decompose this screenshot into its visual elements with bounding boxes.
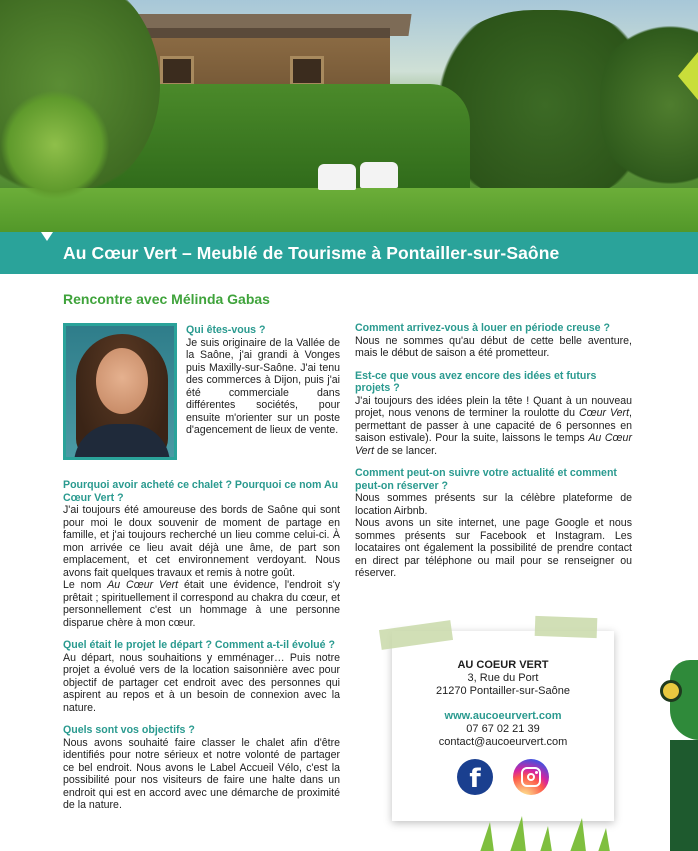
website-link[interactable]: www.aucoeurvert.com <box>444 710 562 722</box>
page-title: Au Cœur Vert – Meublé de Tourisme à Pontailler-sur-Saône <box>63 242 560 263</box>
mascot-illustration <box>656 650 698 851</box>
decorative-leaf <box>678 52 698 100</box>
social-icons <box>392 759 614 795</box>
qa-block <box>63 639 340 714</box>
question: Est-ce que vous avez encore des idées et futurs projets ? <box>355 369 597 394</box>
contact-city: 21270 Pontailler-sur-Saône <box>436 685 570 697</box>
intro-block <box>186 324 340 437</box>
mascot-body <box>670 740 698 851</box>
question: Pourquoi avoir acheté ce chalet ? Pourquoi ce nom Au Cœur Vert ? <box>63 479 339 504</box>
chalet-window <box>160 56 194 86</box>
qa-block <box>355 322 632 360</box>
portrait-photo <box>63 323 177 460</box>
question: Quel était le projet le départ ? Comment a-t-il évolué ? <box>63 639 335 651</box>
chalet-garden-photo <box>0 0 698 238</box>
garden-chair <box>360 162 398 188</box>
qa-block <box>63 479 340 629</box>
qa-block <box>355 467 632 580</box>
mascot-eye <box>660 680 682 702</box>
answer: Je suis originaire de la Vallée de la Saône, j'ai grandi à Vonges puis Maxilly-sur-Saône. J'ai tenu des commerces à Dijon, puis j'ai été commerciale dans différentes sociétés, pour ensuite m'orienter sur un poste d'agencement de lieux de vente. <box>186 336 340 436</box>
emphasis: Au Cœur Vert <box>107 579 179 591</box>
portrait-face <box>96 348 148 414</box>
answer: Nous avons souhaité faire classer le chalet afin d'être identifiés pour notre sérieux et notre volonté de partager ce bel endroit. Nous avons le Label Accueil Vélo, c'est la possibilité pour nos visiteurs de faire une halte dans un endroit qui est en accord avec une démarche de proximité de la nature. <box>63 736 340 811</box>
email-link[interactable]: contact@aucoeurvert.com <box>438 736 568 748</box>
interview-subtitle: Rencontre avec Mélinda Gabas <box>63 291 270 307</box>
emphasis: Cœur Vert <box>579 407 630 419</box>
answer: Nous avons un site internet, une page Google et nous sommes présents sur Facebook et Instagram. Les locataires ont également la possibilité de prendre contact en direct par téléphone ou mail pour se renseigner ou réserver. <box>355 517 632 579</box>
question: Qui êtes-vous ? <box>186 324 266 336</box>
camera-glyph <box>521 767 541 787</box>
contact-name: AU COEUR VERT <box>457 659 549 671</box>
contact-street: 3, Rue du Port <box>467 672 539 684</box>
question: Comment peut-on suivre votre actualité et comment peut-on réserver ? <box>355 467 617 492</box>
answer: J'ai toujours des idées plein la tête ! Quant à un nouveau projet, nous venons de terminer la roulotte du Cœur Vert, permettant de passer à une capacité de 6 personnes en saison estivale). Pour la suite, laissons le temps Au Cœur Vert de se lancer. <box>355 394 632 457</box>
question: Comment arrivez-vous à louer en période creuse ? <box>355 322 610 334</box>
emphasis: Au Cœur Vert <box>355 432 632 457</box>
facebook-icon[interactable]: f <box>457 759 493 795</box>
contact-card <box>392 631 614 821</box>
right-column <box>355 322 632 590</box>
qa-block <box>355 370 632 458</box>
foreground-leaves <box>0 90 110 200</box>
answer: Nous ne sommes qu'au début de cette belle aventure, mais le début de saison a été prometteur. <box>355 334 632 359</box>
answer: Le nom Au Cœur Vert était une évidence, l'endroit s'y prêtait ; spirituellement il correspond au chakra du cœur, et personnellement c'est un hommage à une personne disparue chère à mon cœur. <box>63 579 341 629</box>
answer: J'ai toujours été amoureuse des bords de Saône qui sont pour moi le doux souvenir de moment de partage en famille, et j'ai toujours recherché un lieu comme celui-ci. À mon arrivée ce lieu avait déjà une âme, de part son emplacement, et cet environnement verdoyant. Nous avons fait quelques travaux et remis à notre goût. <box>63 504 340 579</box>
grass-illustration <box>470 812 620 851</box>
instagram-icon[interactable] <box>513 759 549 795</box>
title-banner <box>0 232 698 274</box>
answer: Nous sommes présents sur la célèbre plateforme de location Airbnb. <box>355 492 632 517</box>
question: Quels sont vos objectifs ? <box>63 724 195 736</box>
banner-notch <box>41 232 53 241</box>
chalet-window <box>290 56 324 86</box>
phone-number[interactable]: 07 67 02 21 39 <box>466 723 540 735</box>
garden-chair <box>318 164 356 190</box>
answer: Au départ, nous souhaitions y emménager… Puis notre projet a évolué vers de la location saisonnière avec pour objectif de partager cet endroit avec des personnes qui aspirent au repos et à un besoin de connexion avec la nature. <box>63 651 340 714</box>
lawn <box>0 188 698 238</box>
tape-strip <box>535 616 598 638</box>
left-column <box>63 479 340 822</box>
qa-block <box>63 724 340 812</box>
